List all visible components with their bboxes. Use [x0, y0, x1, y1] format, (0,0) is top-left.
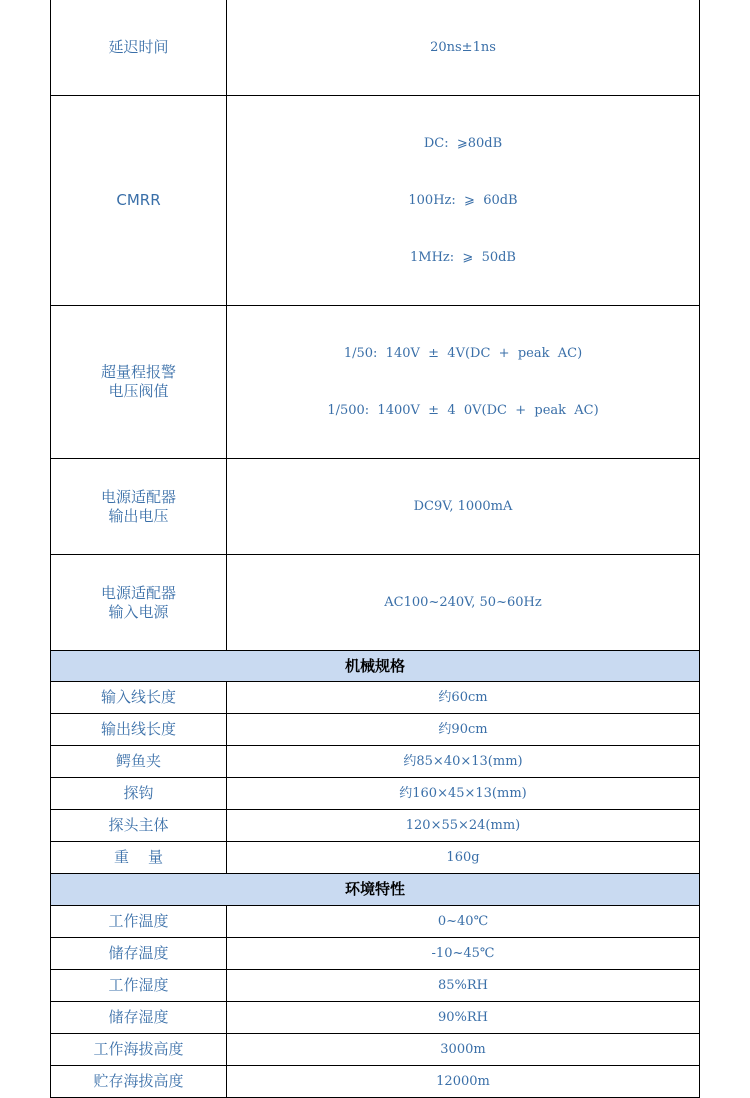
row-label: 鳄鱼夹 — [51, 746, 227, 778]
row-value-line: 100Hz: ⩾ 60dB — [408, 193, 518, 208]
section-title: 机械规格 — [51, 651, 700, 682]
row-label: 重 量 — [51, 842, 227, 874]
table-row — [51, 682, 700, 714]
row-value: 3000m — [227, 1034, 700, 1066]
table-row — [51, 746, 700, 778]
table-row — [51, 555, 700, 651]
row-value-line: DC: ⩾80dB — [423, 136, 503, 151]
row-label-line: 输入电源 — [108, 602, 169, 621]
table-row — [51, 970, 700, 1002]
section-header-mechanical — [51, 651, 700, 682]
row-label-line: 电压阀值 — [108, 382, 169, 400]
row-value: 120×55×24(mm) — [227, 810, 700, 842]
row-label: 贮存海拔高度 — [51, 1066, 227, 1098]
row-label: 探头主体 — [51, 810, 227, 842]
table-row — [51, 810, 700, 842]
row-label: 工作温度 — [51, 906, 227, 938]
row-label — [51, 306, 227, 459]
row-label: 工作湿度 — [51, 970, 227, 1002]
row-value: 约90cm — [227, 714, 700, 746]
table-row — [51, 842, 700, 874]
table-row — [51, 0, 700, 96]
table-row — [51, 1034, 700, 1066]
row-value: 约60cm — [227, 682, 700, 714]
row-label-line: CMRR — [116, 191, 161, 209]
table-row — [51, 306, 700, 459]
section-header-environment — [51, 874, 700, 906]
row-value: 160g — [227, 842, 700, 874]
row-value: 约85×40×13(mm) — [227, 746, 700, 778]
row-label: 探钩 — [51, 778, 227, 810]
row-value-line: 1MHz: ⩾ 50dB — [410, 250, 516, 265]
row-value-line: AC100~240V, 50~60Hz — [384, 595, 542, 610]
row-label — [51, 96, 227, 306]
table-row — [51, 938, 700, 970]
table-row — [51, 1066, 700, 1098]
row-label-line: 电源适配器 — [100, 487, 176, 506]
table-row — [51, 778, 700, 810]
row-label — [51, 0, 227, 96]
row-label: 输出线长度 — [51, 714, 227, 746]
row-label: 输入线长度 — [51, 682, 227, 714]
row-value-line: 1/500: 1400V ± 4 0V(DC + peak AC) — [327, 403, 599, 418]
spec-table — [50, 0, 700, 1098]
row-value: 12000m — [227, 1066, 700, 1098]
row-value — [227, 306, 700, 459]
row-value-line: DC9V, 1000mA — [413, 499, 513, 514]
row-value — [227, 0, 700, 96]
table-row — [51, 906, 700, 938]
row-value: -10~45℃ — [227, 938, 700, 970]
row-label: 工作海拔高度 — [51, 1034, 227, 1066]
row-label: 储存温度 — [51, 938, 227, 970]
row-value — [227, 459, 700, 555]
row-label-line: 输出电压 — [108, 506, 169, 525]
row-label — [51, 555, 227, 651]
section-title: 环境特性 — [51, 874, 700, 906]
row-value: 85%RH — [227, 970, 700, 1002]
row-label-line: 电源适配器 — [100, 583, 176, 602]
row-value-line: 1/50: 140V ± 4V(DC + peak AC) — [343, 346, 583, 361]
table-row — [51, 96, 700, 306]
row-label — [51, 459, 227, 555]
row-label-line: 延迟时间 — [108, 38, 169, 56]
row-label-line: 超量程报警 — [100, 363, 176, 381]
table-row — [51, 1002, 700, 1034]
row-value-line: 20ns±1ns — [430, 40, 496, 55]
row-value: 0~40℃ — [227, 906, 700, 938]
row-value: 约160×45×13(mm) — [227, 778, 700, 810]
row-value: 90%RH — [227, 1002, 700, 1034]
row-label: 储存湿度 — [51, 1002, 227, 1034]
row-value — [227, 96, 700, 306]
table-row — [51, 459, 700, 555]
row-value — [227, 555, 700, 651]
